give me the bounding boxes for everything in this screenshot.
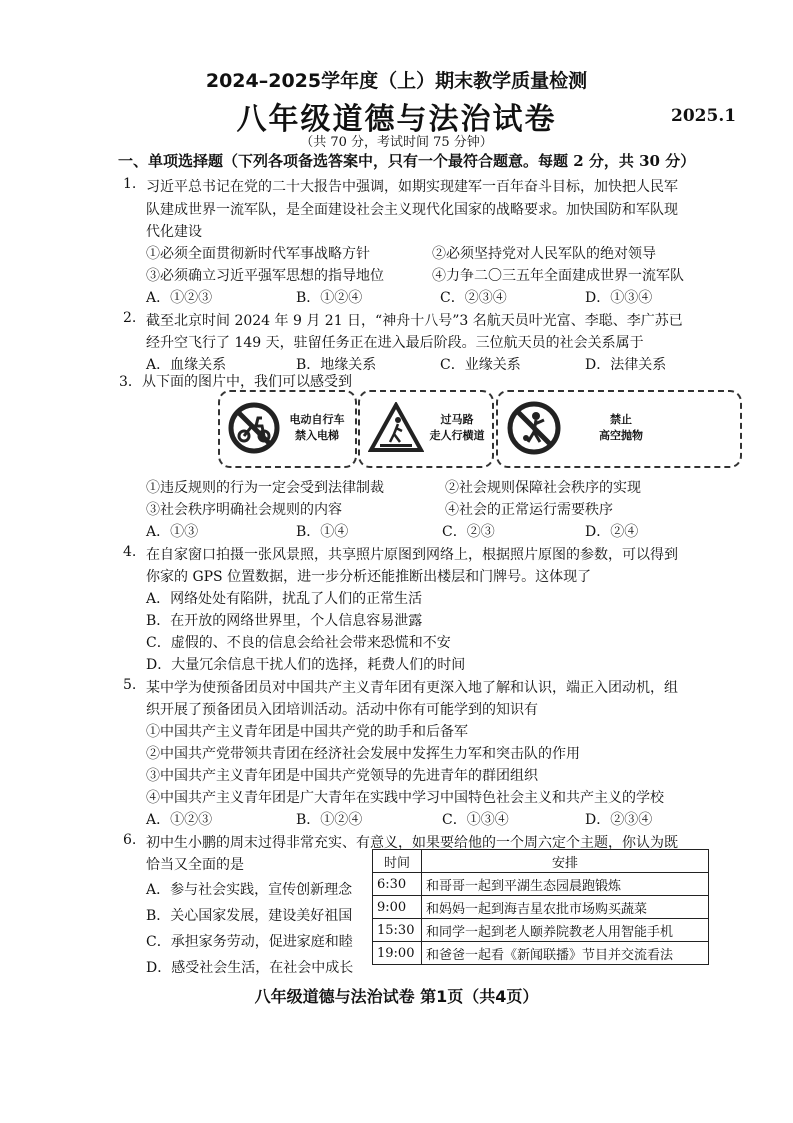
answer-option: B．地缘关系	[296, 357, 377, 373]
no-throwing-from-height-icon	[506, 400, 562, 456]
table-cell-time: 19:00	[373, 942, 422, 965]
table-header-cell: 安排	[422, 850, 709, 873]
answer-option: D．法律关系	[585, 357, 667, 373]
question-number: 5.	[123, 677, 137, 693]
exam-header-line: 2024–2025学年度（上）期末教学质量检测	[205, 70, 588, 92]
answer-option: C．虚假的、不良的信息会给社会带来恐慌和不安	[146, 635, 451, 651]
answer-option: A．网络处处有陷阱，扰乱了人们的正常生活	[146, 591, 423, 607]
question-stem-line: 某中学为使预备团员对中国共产主义青年团有更深入地了解和认识，端正入团动机，组	[146, 680, 678, 696]
table-cell-activity: 和妈妈一起到海吉星农批市场购买蔬菜	[422, 896, 709, 919]
rule-signs-image	[218, 390, 740, 468]
answer-option: A．血缘关系	[146, 357, 227, 373]
answer-option: D．大量冗余信息干扰人们的选择，耗费人们的时间	[146, 657, 466, 673]
sign-label: 电动自行车	[289, 413, 345, 426]
table-cell-activity: 和同学一起到老人颐养院教老人用智能手机	[422, 919, 709, 942]
page-footer: 八年级道德与法治试卷 第1页（共4页）	[254, 987, 539, 1006]
question-stem-line: 织开展了预备团员入团培训活动。活动中你有可能学到的知识有	[146, 702, 538, 718]
statement-item: ②必须坚持党对人民军队的绝对领导	[432, 246, 656, 262]
question-stem-line: 队建成世界一流军队，是全面建设社会主义现代化国家的战略要求。加快国防和军队现	[146, 202, 678, 218]
sign-label: 走人行横道	[429, 429, 485, 442]
table-row	[373, 919, 709, 942]
statement-item: ④力争二〇三五年全面建成世界一流军队	[432, 268, 684, 284]
answer-option: C．承担家务劳动，促进家庭和睦	[146, 934, 353, 950]
answer-option: D．②③④	[585, 812, 653, 828]
question-number: 2.	[123, 310, 137, 326]
answer-option: B．①②④	[296, 290, 363, 306]
table-header-row	[373, 850, 709, 873]
question-stem-line: 习近平总书记在党的二十大报告中强调，如期实现建军一百年奋斗目标，加快把人民军	[146, 179, 678, 195]
question-stem-line: 截至北京时间 2024 年 9 月 21 日，“神舟十八号”3 名航天员叶光富、李聪、李广苏已	[146, 313, 683, 329]
question-stem-line: 经升空飞行了 149 天，驻留任务正在进入最后阶段。三位航天员的社会关系属于	[146, 335, 644, 351]
exam-subtitle: （共 70 分，考试时间 75 分钟）	[300, 135, 493, 150]
question-number: 6.	[123, 832, 137, 848]
table-cell-time: 6:30	[373, 873, 422, 896]
question-stem-line: 恰当又全面的是	[146, 857, 244, 873]
question-number: 4.	[123, 544, 137, 560]
answer-option: B．①④	[296, 524, 349, 540]
question-number: 3．	[119, 374, 142, 390]
table-cell-activity: 和哥哥一起到平湖生态园晨跑锻炼	[422, 873, 709, 896]
answer-option: C．②③④	[440, 290, 507, 306]
statement-item: ①违反规则的行为一定会受到法律制裁	[146, 480, 384, 496]
pedestrian-crossing-icon	[368, 402, 424, 454]
question-stem-line: 代化建设	[146, 224, 202, 240]
statement-item: ①必须全面贯彻新时代军事战略方针	[146, 246, 370, 262]
section-heading: 一、单项选择题（下列各项备选答案中，只有一个最符合题意。每题 2 分，共 30 分）	[118, 152, 696, 170]
table-row	[373, 896, 709, 919]
table-row	[373, 942, 709, 965]
statement-item: ③中国共产主义青年团是中国共产党领导的先进青年的群团组织	[146, 768, 538, 784]
statement-item: ④社会的正常运行需要秩序	[445, 502, 613, 518]
statement-item: ④中国共产主义青年团是广大青年在实践中学习中国特色社会主义和共产主义的学校	[146, 790, 664, 806]
sign-label: 禁入电梯	[295, 429, 339, 442]
answer-option: D．①③④	[585, 290, 653, 306]
sign-card	[218, 390, 357, 468]
statement-item: ①中国共产主义青年团是中国共产党的助手和后备军	[146, 724, 468, 740]
sign-label: 禁止	[610, 413, 632, 426]
sign-card	[496, 390, 742, 468]
exam-title: 八年级道德与法治试卷	[236, 102, 557, 137]
question-stem-line: 在自家窗口拍摄一张风景照，共享照片原图到网络上，根据照片原图的参数，可以得到	[146, 547, 678, 563]
answer-option: D．②④	[585, 524, 639, 540]
sign-card	[358, 390, 494, 468]
table-cell-time: 9:00	[373, 896, 422, 919]
question-number: 1.	[123, 176, 137, 192]
answer-option: C．②③	[442, 524, 495, 540]
table-header-cell: 时间	[373, 850, 422, 873]
answer-option: C．①③④	[442, 812, 509, 828]
table-row	[373, 873, 709, 896]
answer-option: A．①②③	[146, 812, 213, 828]
table-cell-time: 15:30	[373, 919, 422, 942]
question-stem-line: 初中生小鹏的周末过得非常充实、有意义，如果要给他的一个周六定个主题，你认为既	[146, 835, 678, 851]
sign-label: 过马路	[440, 413, 474, 426]
question-stem-line: 你家的 GPS 位置数据，进一步分析还能推断出楼层和门牌号。这体现了	[146, 569, 592, 585]
answer-option: B．关心国家发展，建设美好祖国	[146, 908, 353, 924]
statement-item: ②中国共产党带领共青团在经济社会发展中发挥生力军和突击队的作用	[146, 746, 580, 762]
no-ebike-in-elevator-icon	[228, 402, 280, 454]
answer-option: A．参与社会实践，宣传创新理念	[146, 882, 353, 898]
table-cell-activity: 和爸爸一起看《新闻联播》节目并交流看法	[422, 942, 709, 965]
answer-option: A．①②③	[146, 290, 213, 306]
exam-date: 2025.1	[671, 106, 737, 126]
answer-option: D．感受社会生活，在社会中成长	[146, 960, 354, 976]
answer-option: B．在开放的网络世界里，个人信息容易泄露	[146, 613, 423, 629]
answer-option: B．①②④	[296, 812, 363, 828]
sign-label: 高空抛物	[599, 429, 643, 442]
statement-item: ③社会秩序明确社会规则的内容	[146, 502, 342, 518]
answer-option: C．业缘关系	[440, 357, 521, 373]
statement-item: ②社会规则保障社会秩序的实现	[445, 480, 641, 496]
statement-item: ③必须确立习近平强军思想的指导地位	[146, 268, 384, 284]
answer-option: A．①③	[146, 524, 199, 540]
schedule-table	[372, 849, 709, 965]
question-stem: 从下面的图片中，我们可以感受到	[142, 374, 352, 390]
